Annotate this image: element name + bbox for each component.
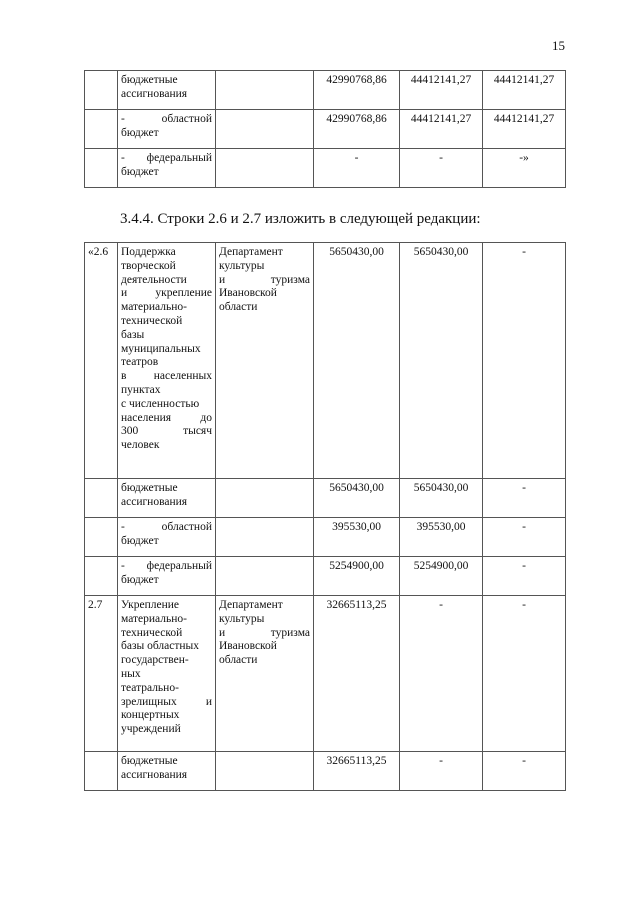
- row-name-line: материально-: [121, 301, 187, 314]
- row-name-line: театров: [121, 356, 159, 369]
- budget-table-continued: [84, 70, 566, 188]
- row-index: [85, 557, 118, 596]
- row-name: [118, 752, 216, 791]
- row-value-3: 44412141,27: [483, 71, 566, 110]
- row-executor: [216, 557, 314, 596]
- row-value-2: 395530,00: [400, 518, 483, 557]
- row-index: «2.6: [85, 243, 118, 479]
- row-name-line: бюджет: [121, 165, 159, 178]
- row-value-3: -: [483, 557, 566, 596]
- row-executor-line: Ивановской: [219, 640, 277, 653]
- row-index: [85, 71, 118, 110]
- row-name-line: - областной: [121, 113, 212, 125]
- row-name-line: ассигнования: [121, 768, 188, 781]
- budget-table-rows-2-6-2-7: [84, 242, 566, 791]
- row-name: [118, 479, 216, 518]
- row-name-line: технической: [121, 314, 183, 327]
- row-name-line: и укрепление: [121, 287, 212, 300]
- row-executor-line: культуры: [219, 259, 265, 272]
- row-value-2: 5650430,00: [400, 479, 483, 518]
- table-row: [85, 596, 566, 752]
- row-value-2: 44412141,27: [400, 110, 483, 149]
- row-value-1: 5650430,00: [314, 243, 400, 479]
- row-value-3: -: [483, 752, 566, 791]
- row-value-1: 5650430,00: [314, 479, 400, 518]
- row-executor-line: и туризма: [219, 273, 310, 286]
- row-name-line: ных: [121, 667, 141, 680]
- row-name-line: театрально-: [121, 681, 179, 694]
- row-name-line: Поддержка: [121, 246, 176, 258]
- row-value-3: -: [483, 596, 566, 752]
- row-executor-line: Департамент: [219, 599, 283, 611]
- row-name-line: муниципальных: [121, 342, 201, 355]
- row-executor: [216, 518, 314, 557]
- table-row: [85, 518, 566, 557]
- row-value-3: -: [483, 243, 566, 479]
- row-value-1: 32665113,25: [314, 596, 400, 752]
- table-row: [85, 557, 566, 596]
- row-value-2: 44412141,27: [400, 71, 483, 110]
- row-name: [118, 557, 216, 596]
- table-row: [85, 71, 566, 110]
- row-name-line: - федеральный: [121, 560, 212, 572]
- row-executor-line: и туризма: [219, 626, 310, 639]
- row-name-line: с численностью: [121, 397, 200, 410]
- row-executor: [216, 243, 314, 479]
- row-executor-line: области: [219, 301, 258, 314]
- row-name: [118, 243, 216, 479]
- table-row: [85, 149, 566, 188]
- table-row: [85, 110, 566, 149]
- row-name-line: государствен-: [121, 654, 189, 667]
- table-row: [85, 752, 566, 791]
- row-name-line: пунктах: [121, 383, 161, 396]
- row-name: [118, 71, 216, 110]
- row-value-2: -: [400, 596, 483, 752]
- row-executor: [216, 71, 314, 110]
- row-name-line: бюджетные: [121, 74, 178, 86]
- row-name: [118, 518, 216, 557]
- row-value-2: 5650430,00: [400, 243, 483, 479]
- row-name-line: технической: [121, 626, 183, 639]
- row-executor-line: Департамент: [219, 246, 283, 258]
- row-name-line: в населенных: [121, 370, 212, 383]
- row-value-1: -: [314, 149, 400, 188]
- row-name-line: бюджет: [121, 126, 159, 139]
- row-index: [85, 479, 118, 518]
- row-name-line: базы: [121, 328, 145, 341]
- row-index: [85, 518, 118, 557]
- row-name-line: - областной: [121, 521, 212, 533]
- row-index: [85, 110, 118, 149]
- row-name-line: бюджетные: [121, 755, 178, 767]
- row-index: 2.7: [85, 596, 118, 752]
- row-name-line: ассигнования: [121, 87, 188, 100]
- row-name-line: бюджет: [121, 534, 159, 547]
- row-executor-line: культуры: [219, 612, 265, 625]
- row-name-line: творческой: [121, 259, 176, 272]
- row-name-line: бюджетные: [121, 482, 178, 494]
- row-name-line: деятельности: [121, 273, 187, 286]
- row-value-2: 5254900,00: [400, 557, 483, 596]
- row-value-1: 42990768,86: [314, 71, 400, 110]
- row-value-3: -»: [483, 149, 566, 188]
- row-name-line: учреждений: [121, 723, 181, 736]
- row-name: [118, 149, 216, 188]
- row-name: [118, 110, 216, 149]
- row-index: [85, 752, 118, 791]
- row-value-1: 395530,00: [314, 518, 400, 557]
- table-row: [85, 243, 566, 479]
- row-name-line: человек: [121, 439, 160, 452]
- row-executor: [216, 149, 314, 188]
- row-name: [118, 596, 216, 752]
- row-value-3: 44412141,27: [483, 110, 566, 149]
- row-value-1: 32665113,25: [314, 752, 400, 791]
- row-value-3: -: [483, 479, 566, 518]
- row-name-line: материально-: [121, 612, 187, 625]
- row-name-line: Укрепление: [121, 599, 179, 611]
- row-name-line: зрелищных и: [121, 695, 212, 708]
- row-executor: [216, 752, 314, 791]
- page-number: 15: [552, 38, 565, 53]
- row-value-3: -: [483, 518, 566, 557]
- row-name-line: 300 тысяч: [121, 425, 212, 438]
- row-executor-line: области: [219, 654, 258, 667]
- row-executor-line: Ивановской: [219, 287, 277, 300]
- row-index: [85, 149, 118, 188]
- row-value-1: 5254900,00: [314, 557, 400, 596]
- row-name-line: - федеральный: [121, 152, 212, 164]
- amendment-paragraph: 3.4.4. Строки 2.6 и 2.7 изложить в следующей редакции:: [120, 211, 481, 227]
- row-value-2: -: [400, 752, 483, 791]
- row-name-line: ассигнования: [121, 495, 188, 508]
- row-executor: [216, 596, 314, 752]
- row-executor: [216, 479, 314, 518]
- row-name-line: базы областных: [121, 640, 200, 653]
- row-name-line: бюджет: [121, 573, 159, 586]
- row-value-2: -: [400, 149, 483, 188]
- row-name-line: населения до: [121, 411, 212, 424]
- row-name-line: концертных: [121, 709, 180, 722]
- row-value-1: 42990768,86: [314, 110, 400, 149]
- table-row: [85, 479, 566, 518]
- row-executor: [216, 110, 314, 149]
